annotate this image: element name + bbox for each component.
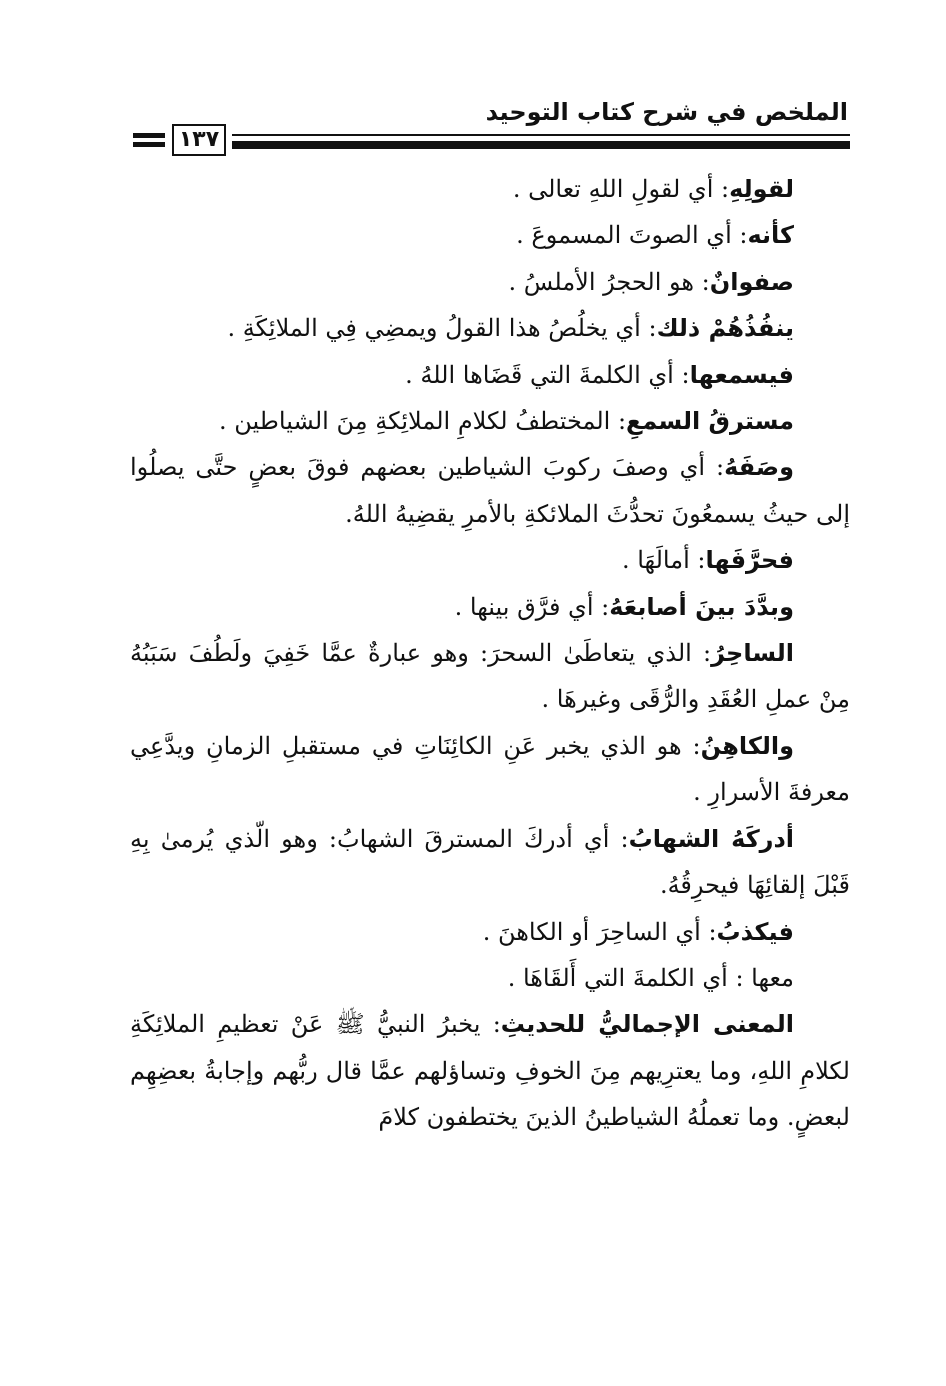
entry-term: المعنى الإجماليُّ للحديثِ bbox=[500, 1010, 794, 1039]
entry-term: ينفُذُهُمْ ذلك bbox=[656, 314, 794, 343]
header-dash bbox=[133, 133, 165, 138]
glossary-entry bbox=[130, 1001, 850, 1140]
entry-term: أدركَهُ الشهابُ bbox=[628, 824, 795, 853]
entry-definition: : أي الكلمةَ التي قَضَاها اللهُ . bbox=[405, 360, 690, 389]
glossary-entry bbox=[130, 444, 850, 537]
glossary-entry bbox=[130, 816, 850, 909]
glossary-entry bbox=[130, 212, 850, 258]
header-rule-thin bbox=[232, 134, 850, 136]
running-title: الملخص في شرح كتاب التوحيد bbox=[485, 98, 848, 126]
entry-term: مسترقُ السمعِ bbox=[626, 407, 794, 436]
body-text bbox=[130, 166, 850, 1141]
entry-term: وبدَّدَ بينَ أصابعَهُ bbox=[609, 592, 794, 621]
entry-definition: : هو الذي يخبر عَنِ الكائِنَاتِ في مستقبلِ الزمانِ ويدَّعِي معرفةَ الأسرارِ . bbox=[130, 731, 850, 807]
page-number: ١٣٧ bbox=[172, 124, 226, 156]
entry-term: الساحِرُ bbox=[711, 639, 794, 668]
entry-definition: : الذي يتعاطَىٰ السحرَ: وهو عبارةٌ عمَّا خَفِيَ ولَطُفَ سَبَبُهُ مِنْ عملِ العُقَدِ والرُّقَى وغيرهَا . bbox=[130, 639, 850, 714]
entry-term: لقولِهِ bbox=[729, 175, 794, 203]
entry-definition: : يخبرُ النبيُّ ﷺ عَنْ تعظيمِ الملائِكَةِ لكلامِ اللهِ، وما يعترِيهم مِنَ الخوفِ وتساؤلهم عمَّا قال ربُّهم وإجابةُ بعضِهِم لبعضٍ. وما تعملُهُ الشياطينُ الذينَ يختطفون كلامَ bbox=[130, 1010, 850, 1132]
glossary-entry bbox=[130, 259, 850, 305]
entry-term: فيكذبُ bbox=[716, 917, 794, 946]
entry-term: صفوانٌ bbox=[709, 267, 794, 296]
header-dash bbox=[133, 142, 165, 147]
entry-definition: معها : أي الكلمةَ التي أَلقَاهَا . bbox=[507, 963, 794, 992]
glossary-entry bbox=[130, 909, 850, 955]
entry-definition: : أي الصوتَ المسموعَ . bbox=[516, 221, 748, 250]
entry-definition: : أي أدركَ المسترقَ الشهابُ: وهو الّذي يُرمىٰ بِهِ قَبْلَ إلقائِهَا فيحرِقُهُ. bbox=[130, 824, 850, 900]
entry-definition: : أي يخلُصُ هذا القولُ ويمضِي فِي الملائِكَةِ . bbox=[227, 314, 657, 343]
glossary-entry bbox=[130, 166, 850, 212]
entry-definition: : المختطفُ لكلامِ الملائِكةِ مِنَ الشياطين . bbox=[219, 407, 627, 436]
entry-definition: : أمالَهَا . bbox=[621, 546, 706, 575]
glossary-entry bbox=[130, 630, 850, 723]
entry-term: فحرَّفَها bbox=[705, 546, 794, 575]
glossary-entry bbox=[130, 537, 850, 583]
entry-term: وصَفَهُ bbox=[724, 453, 794, 482]
entry-definition: : أي الساحِرَ أو الكاهنَ . bbox=[482, 917, 717, 946]
header-rule-thick bbox=[232, 141, 850, 149]
entry-definition: : هو الحجرُ الأملسُ . bbox=[508, 267, 710, 296]
entry-term: فيسمعها bbox=[689, 360, 794, 389]
glossary-entry bbox=[130, 352, 850, 398]
glossary-entry bbox=[130, 584, 850, 630]
glossary-entry bbox=[130, 398, 850, 444]
entry-definition: : أي فرَّق بينها . bbox=[454, 592, 610, 621]
glossary-entry bbox=[130, 955, 850, 1001]
entry-definition: : أي وصفَ ركوبَ الشياطين بعضهم فوقَ بعضٍ حتَّى يصلُوا إلى حيثُ يسمعُونَ تحدُّثَ الملائكةِ بالأمرِ يقضِيهُ اللهُ. bbox=[130, 453, 850, 528]
glossary-entry bbox=[130, 305, 850, 351]
entry-term: والكاهِنُ bbox=[700, 731, 794, 760]
entry-term: كأنه bbox=[747, 221, 794, 250]
glossary-entry bbox=[130, 723, 850, 816]
entry-definition: : أي لقولِ اللهِ تعالى . bbox=[512, 175, 730, 203]
